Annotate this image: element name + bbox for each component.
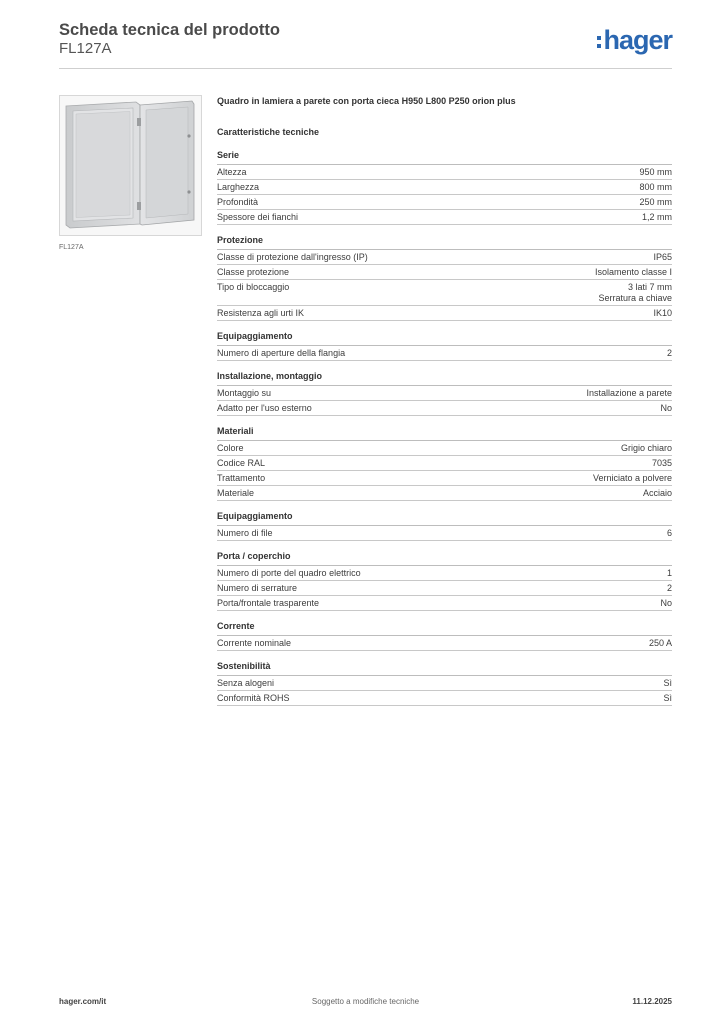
product-description: Quadro in lamiera a parete con porta cieca H950 L800 P250 orion plus	[217, 96, 516, 106]
product-image	[59, 95, 202, 236]
spec-value	[667, 528, 672, 539]
footer-website[interactable]: hager.com/it	[59, 997, 107, 1006]
spec-section	[217, 661, 672, 706]
spec-label: Tipo di bloccaggio	[217, 282, 290, 292]
section-title: Sostenibilità	[217, 661, 672, 676]
spec-value-text: IK10	[653, 308, 672, 318]
section-title: Corrente	[217, 621, 672, 636]
spec-value	[649, 638, 672, 649]
spec-value	[653, 252, 672, 263]
spec-value-text: 1,2 mm	[641, 212, 672, 222]
spec-value-text: Acciaio	[642, 488, 672, 498]
spec-value-text: Verniciato a polvere	[592, 473, 672, 483]
spec-row	[217, 636, 672, 651]
spec-label: Conformità ROHS	[217, 693, 290, 703]
spec-value-text: 6	[666, 528, 672, 538]
spec-row	[217, 346, 672, 361]
spec-value-text: 3 lati 7 mm	[627, 282, 672, 292]
spec-row	[217, 195, 672, 210]
spec-label: Numero di aperture della flangia	[217, 348, 346, 358]
spec-value	[639, 182, 672, 193]
spec-row	[217, 691, 672, 706]
spec-row	[217, 441, 672, 456]
spec-row	[217, 676, 672, 691]
spec-row	[217, 471, 672, 486]
spec-value-text: Isolamento classe I	[594, 267, 672, 277]
spec-value-text: No	[660, 598, 672, 608]
spec-row	[217, 456, 672, 471]
spec-section	[217, 511, 672, 541]
section-title: Equipaggiamento	[217, 331, 672, 346]
spec-label: Numero di file	[217, 528, 273, 538]
spec-row	[217, 526, 672, 541]
spec-value	[660, 598, 672, 609]
document-title: Scheda tecnica del prodotto	[59, 21, 280, 39]
spec-label: Materiale	[217, 488, 255, 498]
spec-section	[217, 426, 672, 501]
section-title: Equipaggiamento	[217, 511, 672, 526]
spec-row	[217, 250, 672, 265]
spec-label: Numero di porte del quadro elettrico	[217, 568, 361, 578]
spec-section	[217, 371, 672, 416]
spec-value	[639, 197, 672, 208]
spec-value-text: Installazione a parete	[586, 388, 672, 398]
spec-row	[217, 306, 672, 321]
spec-value	[621, 443, 672, 454]
spec-value	[667, 348, 672, 359]
spec-label: Senza alogeni	[217, 678, 275, 688]
spec-value-text: IP65	[653, 252, 672, 262]
section-title: Materiali	[217, 426, 672, 441]
spec-value	[660, 403, 672, 414]
spec-row	[217, 386, 672, 401]
spec-value	[639, 167, 672, 178]
spec-section	[217, 331, 672, 361]
spec-row	[217, 180, 672, 195]
spec-heading: Caratteristiche tecniche	[217, 127, 320, 137]
spec-row	[217, 581, 672, 596]
footer-date: 11.12.2025	[632, 997, 672, 1006]
spec-section	[217, 551, 672, 611]
spec-value-text: 250 A	[648, 638, 672, 648]
spec-value	[586, 388, 672, 399]
spec-content	[217, 96, 672, 706]
spec-value-text: No	[660, 403, 672, 413]
spec-value-text: 950 mm	[639, 167, 672, 177]
spec-label: Resistenza agli urti IK	[217, 308, 305, 318]
spec-label: Codice RAL	[217, 458, 266, 468]
spec-label: Numero di serrature	[217, 583, 298, 593]
spec-label: Montaggio su	[217, 388, 272, 398]
spec-label: Altezza	[217, 167, 247, 177]
spec-section	[217, 621, 672, 651]
spec-value-text: Grigio chiaro	[620, 443, 672, 453]
spec-label: Corrente nominale	[217, 638, 292, 648]
spec-label: Colore	[217, 443, 244, 453]
page-header	[59, 20, 672, 70]
spec-label: Spessore dei fianchi	[217, 212, 299, 222]
spec-row	[217, 210, 672, 225]
spec-row	[217, 165, 672, 180]
section-title: Protezione	[217, 235, 672, 250]
spec-value	[595, 267, 672, 278]
image-caption: FL127A	[59, 244, 84, 251]
spec-value-text: Sì	[663, 678, 672, 688]
enclosure-illustration-icon	[60, 96, 201, 235]
spec-sections	[217, 150, 672, 706]
spec-value	[593, 473, 672, 484]
spec-value	[653, 308, 672, 319]
spec-section	[217, 150, 672, 225]
spec-value	[663, 693, 672, 704]
spec-value	[643, 488, 672, 499]
spec-label: Porta/frontale trasparente	[217, 598, 320, 608]
spec-value-text: 250 mm	[639, 197, 672, 207]
logo-colon-icon	[597, 36, 601, 48]
header-divider	[59, 68, 672, 69]
section-title: Serie	[217, 150, 672, 165]
spec-value-text: 7035	[651, 458, 672, 468]
spec-row	[217, 486, 672, 501]
logo-text: hager	[603, 25, 672, 55]
spec-value	[663, 678, 672, 689]
spec-value	[642, 212, 672, 223]
spec-section	[217, 235, 672, 321]
spec-value-text: 2	[666, 583, 672, 593]
spec-row	[217, 280, 672, 306]
spec-label: Adatto per l'uso esterno	[217, 403, 312, 413]
spec-value-text: 1	[666, 568, 672, 578]
spec-value	[667, 583, 672, 594]
spec-label: Profondità	[217, 197, 259, 207]
hager-logo	[597, 26, 672, 54]
spec-value-text: 2	[666, 348, 672, 358]
spec-value-text: Sì	[663, 693, 672, 703]
section-title: Installazione, montaggio	[217, 371, 672, 386]
spec-value	[667, 568, 672, 579]
product-code: FL127A	[59, 40, 112, 57]
spec-row	[217, 566, 672, 581]
section-title: Porta / coperchio	[217, 551, 672, 566]
spec-value-text: Serratura a chiave	[598, 293, 672, 303]
spec-label: Classe di protezione dall'ingresso (IP)	[217, 252, 368, 262]
spec-label: Larghezza	[217, 182, 260, 192]
spec-value	[598, 282, 672, 304]
footer-disclaimer: Soggetto a modifiche tecniche	[311, 997, 420, 1006]
spec-row	[217, 265, 672, 280]
spec-label: Classe protezione	[217, 267, 290, 277]
spec-row	[217, 401, 672, 416]
spec-label: Trattamento	[217, 473, 266, 483]
spec-value	[652, 458, 672, 469]
spec-row	[217, 596, 672, 611]
spec-value-text: 800 mm	[639, 182, 672, 192]
